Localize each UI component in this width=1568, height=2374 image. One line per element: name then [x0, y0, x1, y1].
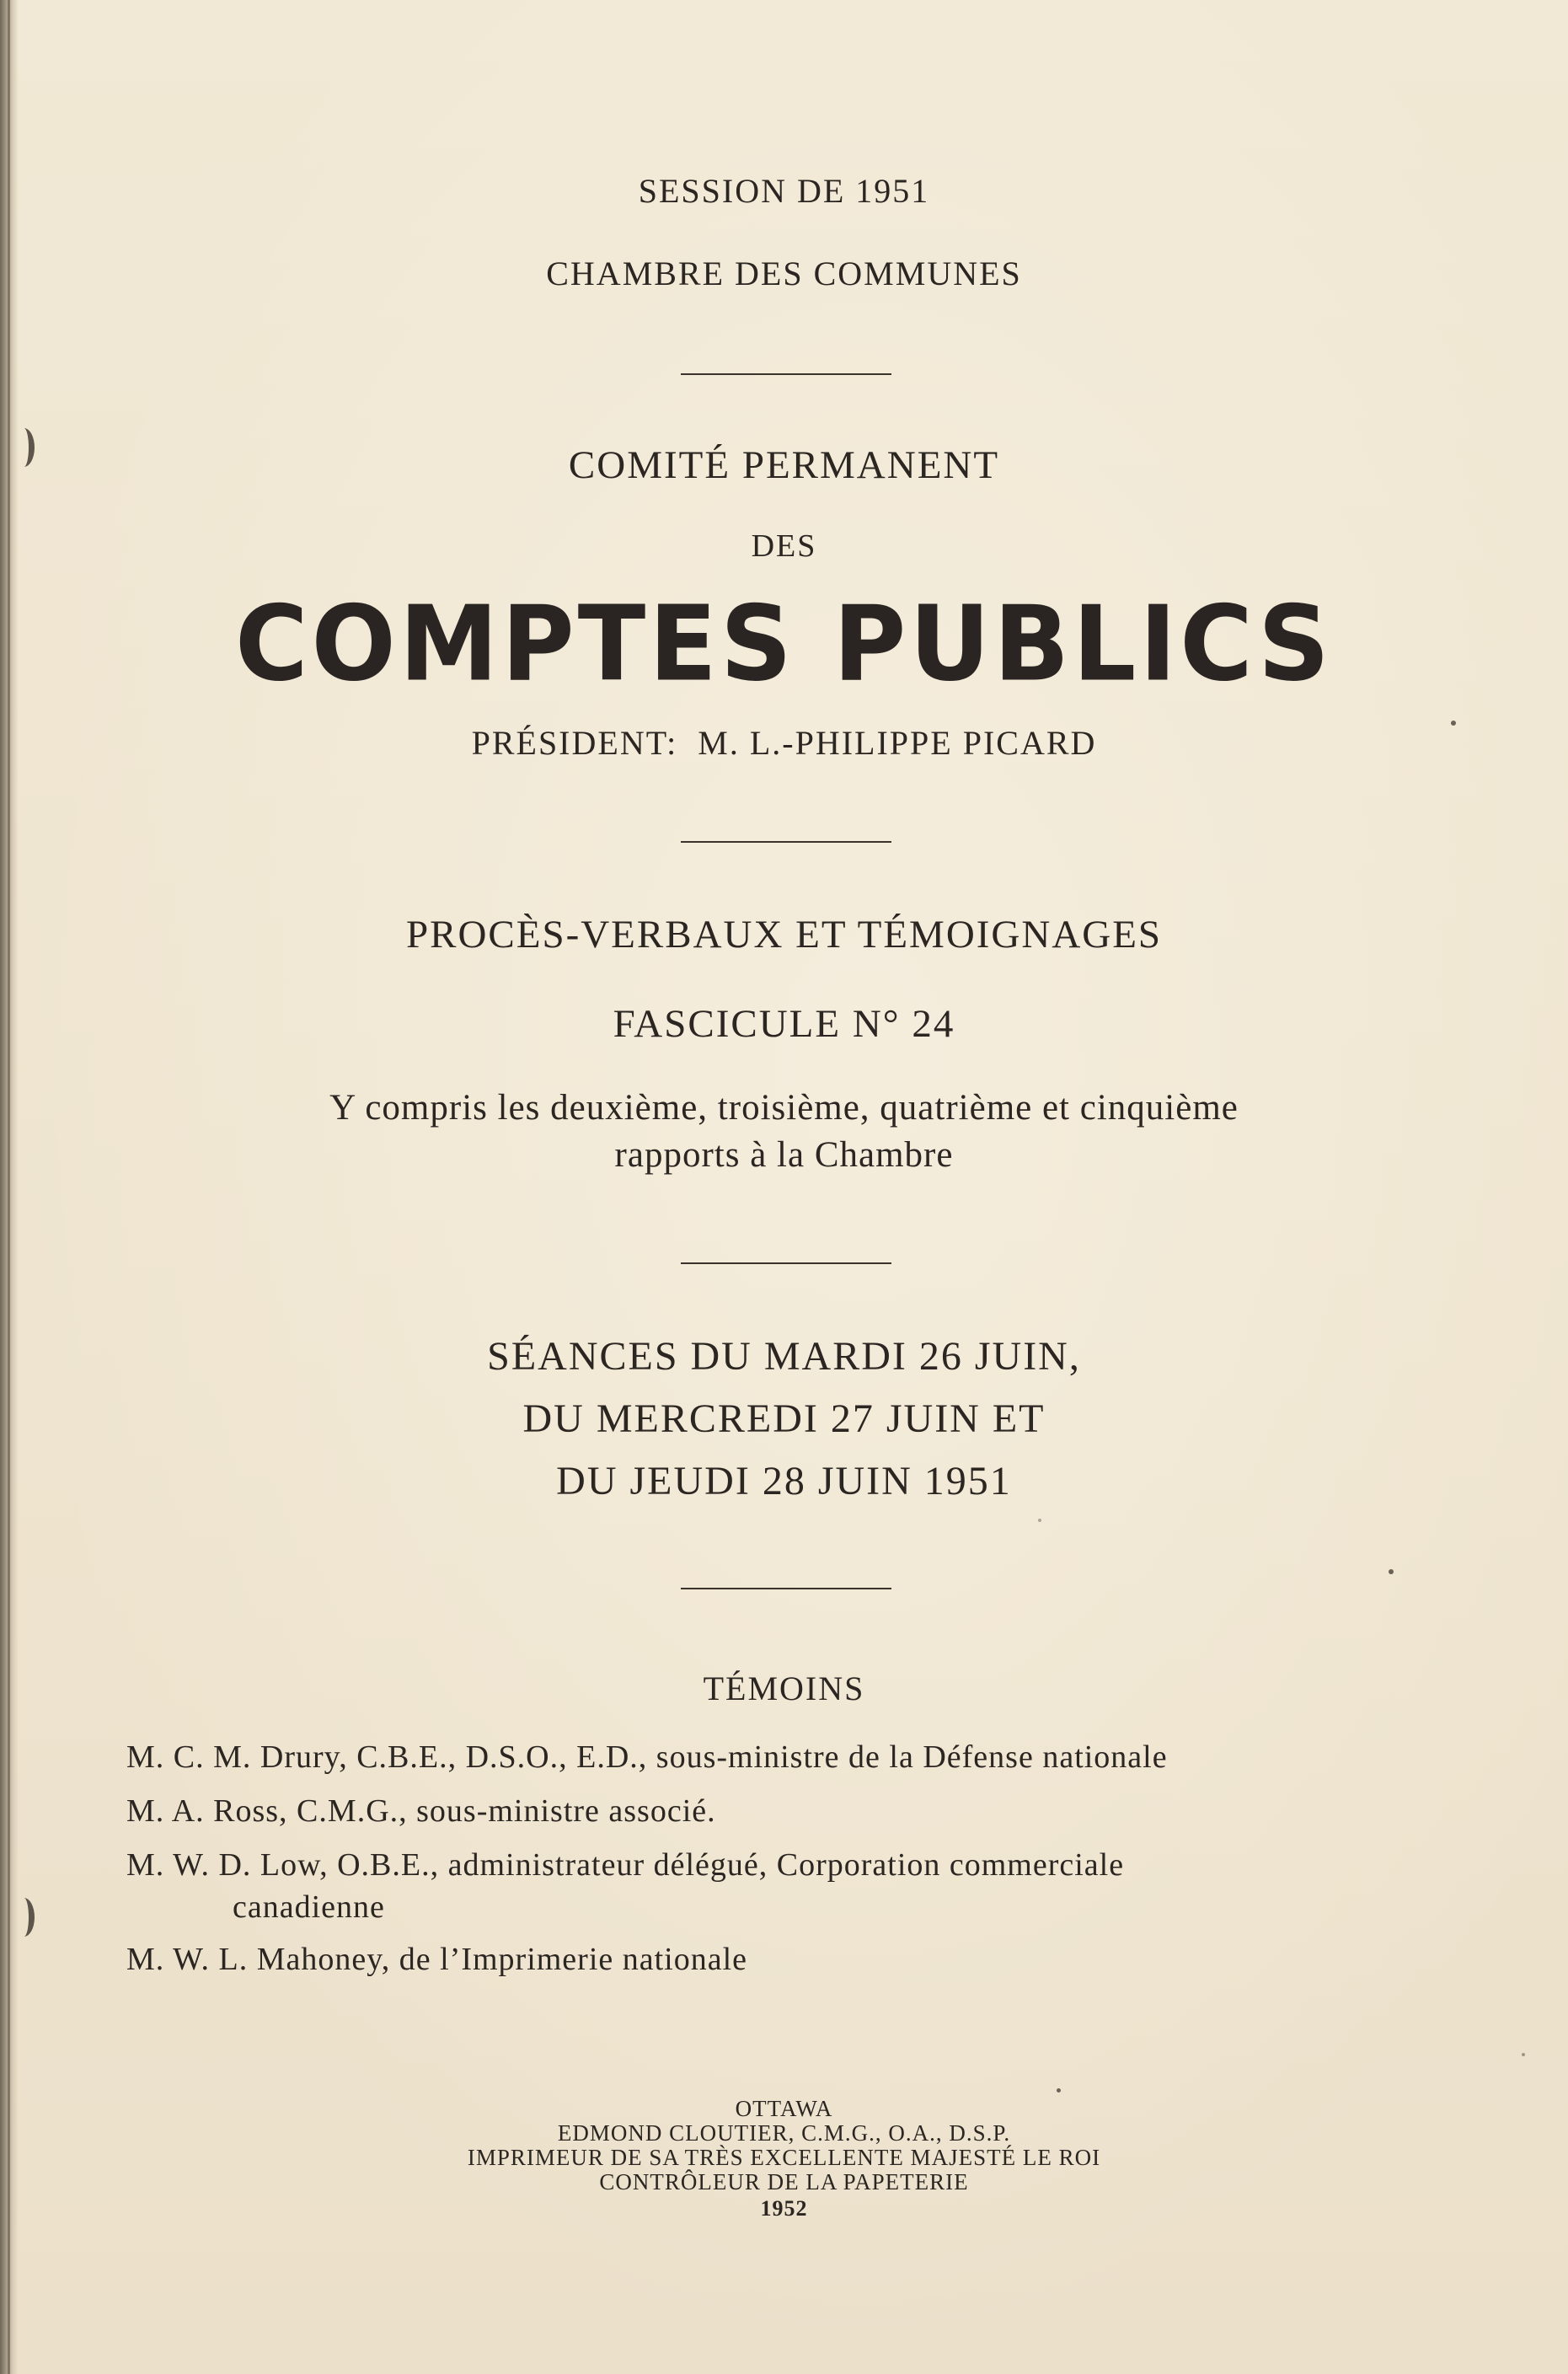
witness-text: M. A. Ross, C.M.G., sous-ministre associé.: [126, 1793, 716, 1829]
witnesses-heading: TÉMOINS: [703, 1669, 865, 1707]
session-line: SESSION DE 1951: [638, 172, 930, 210]
committee-line-2: DES: [751, 528, 817, 564]
imprint-city: OTTAWA: [735, 2096, 833, 2121]
witness-item: [126, 1938, 1399, 1980]
divider-1: [681, 373, 891, 375]
punch-hole-mark-bottom: [13, 1898, 35, 1937]
proceedings-title: PROCÈS-VERBAUX ET TÉMOIGNAGES: [405, 913, 1163, 957]
sittings-line-3: DU JEUDI 28 JUIN 1951: [556, 1459, 1012, 1503]
divider-3: [681, 1262, 891, 1264]
sittings-line-1: SÉANCES DU MARDI 26 JUIN,: [487, 1334, 1081, 1379]
president-line: PRÉSIDENT: M. L.-PHILIPPE PICARD: [471, 724, 1097, 762]
reports-note-line-1: Y compris les deuxième, troisième, quatrième et cinquième: [329, 1088, 1239, 1128]
chamber-line: CHAMBRE DES COMMUNES: [546, 255, 1022, 292]
witness-item: [126, 1736, 1399, 1778]
witness-item: [126, 1790, 1399, 1832]
paper-speck: [1057, 2088, 1061, 2093]
witness-text: M. C. M. Drury, C.B.E., D.S.O., E.D., sous-ministre de la Défense nationale: [126, 1739, 1168, 1775]
paper-speck: [1038, 1519, 1041, 1522]
witness-text: M. W. L. Mahoney, de l’Imprimerie nationale: [126, 1942, 748, 1977]
witness-text-continuation: canadienne: [233, 1889, 385, 1925]
sittings-line-2: DU MERCREDI 27 JUIN ET: [522, 1396, 1046, 1441]
issue-number: FASCICULE N° 24: [613, 1002, 955, 1046]
committee-name: COMPTES PUBLICS: [234, 583, 1334, 705]
paper-speck: [1522, 2053, 1525, 2056]
witness-item: [126, 1844, 1399, 1928]
divider-4: [681, 1588, 891, 1589]
reports-note-line-2: rapports à la Chambre: [614, 1135, 954, 1175]
imprint-year: 1952: [760, 2196, 808, 2221]
binding-line: [8, 0, 10, 2374]
paper-speck: [1389, 1569, 1394, 1574]
imprint-role-1: IMPRIMEUR DE SA TRÈS EXCELLENTE MAJESTÉ LE ROI: [467, 2145, 1101, 2170]
imprint-printer: EDMOND CLOUTIER, C.M.G., O.A., D.S.P.: [557, 2120, 1011, 2146]
divider-2: [681, 841, 891, 843]
paper-speck: [1451, 721, 1456, 726]
committee-line-1: COMITÉ PERMANENT: [568, 443, 1000, 487]
witness-text: M. W. D. Low, O.B.E., administrateur délégué, Corporation commerciale: [126, 1847, 1125, 1883]
imprint-role-2: CONTRÔLEUR DE LA PAPETERIE: [599, 2169, 969, 2194]
